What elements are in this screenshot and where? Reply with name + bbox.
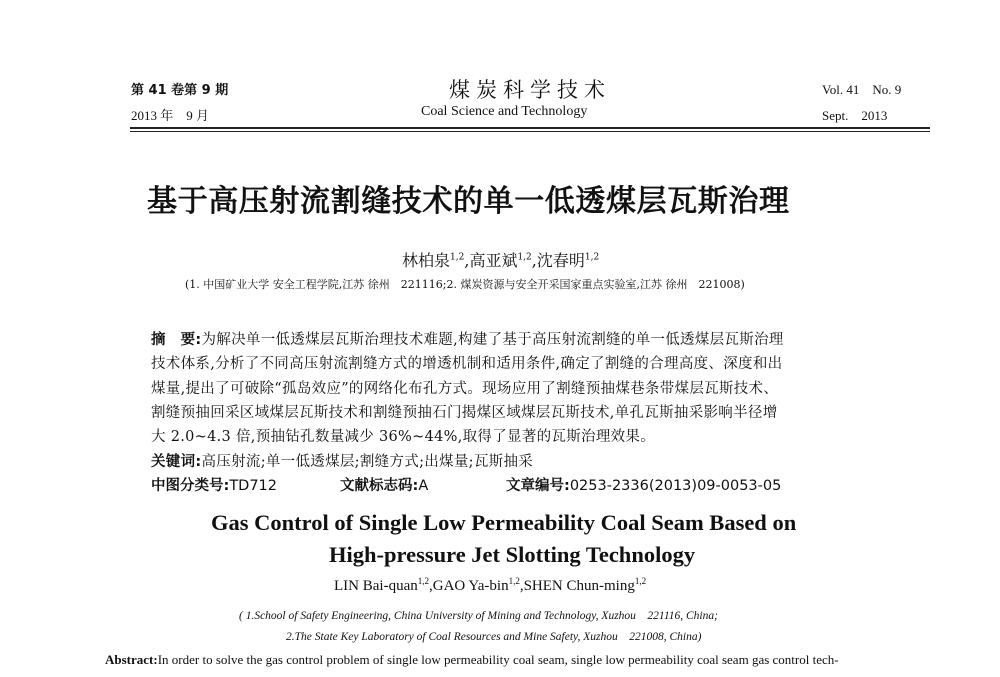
header-rule-top (130, 127, 930, 129)
classification-article (506, 474, 781, 495)
abstract-en-line (105, 652, 839, 668)
affiliation-cn: (1. 中国矿业大学 安全工程学院,江苏 徐州 221116;2. 煤炭资源与安全开采国家重点实验室,江苏 徐州 221008) (185, 278, 745, 291)
author-sup: 1,2 (584, 252, 600, 263)
author-cn: 沈春明 (536, 251, 585, 270)
keywords-cn (151, 450, 533, 471)
keywords-text: 高压射流;单一低透煤层;割缝方式;出煤量;瓦斯抽采 (201, 454, 534, 470)
paper-title-en-line2: High-pressure Jet Slotting Technology (329, 542, 696, 567)
abstract-cn-line: 割缝预抽回采区域煤层瓦斯技术和割缝预抽石门揭煤区域煤层瓦斯技术,单孔瓦斯抽采影响半径增 (151, 405, 778, 421)
authors-cn: 林柏泉$^{1,2}$,高亚斌$^{1,2}$,沈春明$^{1,2}$ (402, 251, 600, 270)
abstract-cn-line: 大 2.0~4.3 倍,预抽钻孔数量减少 36%~44%,取得了显著的瓦斯治理效果。 (151, 429, 656, 445)
abstract-en-text: In order to solve the gas control problem of single low permeability coal seam, single low permeability coal seam gas control tech- (157, 652, 839, 667)
volume-issue-cn: 第 41 卷第 9 期 (131, 83, 229, 98)
author-sup: 1,2 (450, 252, 465, 263)
article-value: 0253-2336(2013)09-0053-05 (569, 478, 782, 494)
date-cn: 2013 年 9 月 (131, 108, 210, 123)
author-sup: 1,2 (417, 576, 429, 586)
author-sup: 1,2 (634, 576, 647, 586)
date-en: Sept. 2013 (822, 108, 888, 123)
paper-title-cn: 基于高压射流割缝技术的单一低透煤层瓦斯治理 (147, 184, 790, 219)
keywords-label: 关键词: (151, 454, 202, 470)
authors-en: LIN Bai-quan$^{1,2}$,GAO Ya-bin$^{1,2}$,SHEN Chun-ming$^{1,2}$ (334, 576, 647, 594)
abstract-cn-label: 摘 要: (151, 332, 202, 348)
author-sup: 1,2 (508, 576, 520, 586)
classification-doc (340, 474, 428, 495)
abstract-cn-line: 煤量,提出了可破除“孤岛效应”的网络化布孔方式。现场应用了割缝预抽煤巷条带煤层瓦斯技术、 (151, 381, 779, 397)
author-en: LIN Bai-quan (334, 578, 418, 594)
clc-value: TD712 (229, 478, 278, 494)
author-cn: 高亚斌 (469, 251, 518, 270)
author-en: GAO Ya-bin (432, 578, 509, 594)
volume-issue-en: Vol. 41 No. 9 (822, 82, 902, 97)
affiliation-en-line1: ( 1.School of Safety Engineering, China University of Mining and Technology, Xuzhou 221116, China; (239, 610, 718, 622)
article-label: 文章编号: (506, 478, 570, 494)
abstract-cn-line: 技术体系,分析了不同高压射流割缝方式的增透机制和适用条件,确定了割缝的合理高度、深度和出 (151, 356, 783, 372)
journal-title-cn: 煤炭科学技术 (449, 78, 611, 102)
header-rule-bottom (130, 131, 930, 132)
abstract-en-label: Abstract: (105, 652, 158, 667)
paper-title-en-line1: Gas Control of Single Low Permeability Coal Seam Based on (211, 510, 797, 535)
abstract-cn-line (151, 328, 784, 349)
doc-value: A (418, 478, 429, 494)
classification-clc (151, 474, 277, 495)
author-sup: 1,2 (517, 252, 532, 263)
journal-title-en: Coal Science and Technology (421, 104, 588, 119)
affiliation-en-line2: 2.The State Key Laboratory of Coal Resources and Mine Safety, Xuzhou 221008, China) (286, 631, 702, 643)
author-en: SHEN Chun-ming (523, 578, 635, 594)
clc-label: 中图分类号: (151, 478, 230, 494)
author-cn: 林柏泉 (402, 251, 451, 270)
doc-label: 文献标志码: (340, 478, 419, 494)
abstract-cn-text: 为解决单一低透煤层瓦斯治理技术难题,构建了基于高压射流割缝的单一低透煤层瓦斯治理 (201, 332, 784, 348)
